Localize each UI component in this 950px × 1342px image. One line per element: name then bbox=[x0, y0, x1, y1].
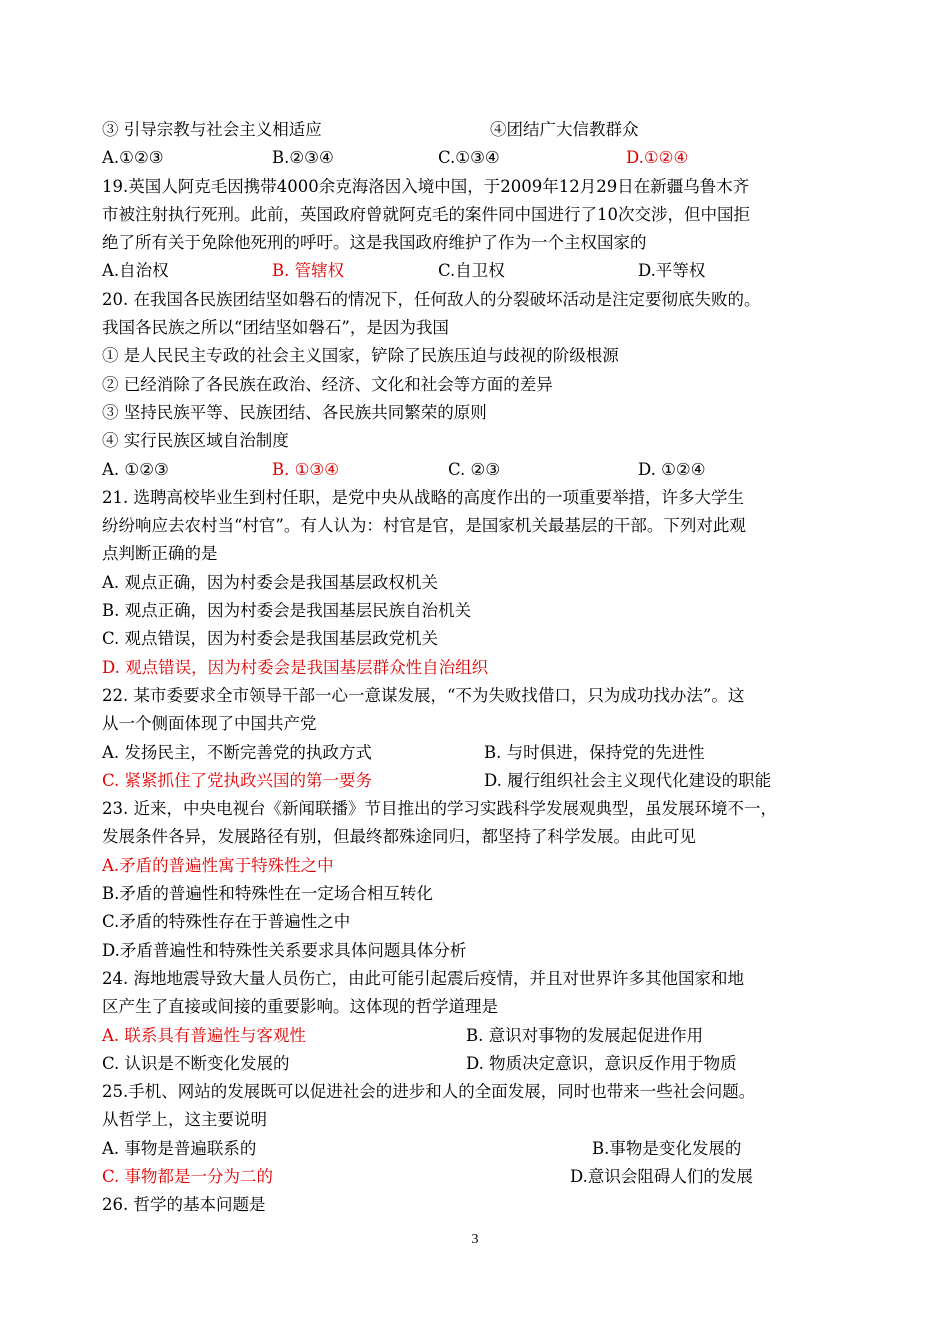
q18-items-row bbox=[102, 116, 862, 144]
q19-options-row bbox=[102, 257, 862, 285]
q19-stem-line: 绝了所有关于免除他死刑的呼吁。这是我国政府维护了作为一个主权国家的 bbox=[102, 233, 647, 253]
q21-stem-line: 21. 选聘高校毕业生到村任职，是党中央从战略的高度作出的一项重要举措，许多大学生 bbox=[102, 487, 744, 507]
q23-option-c: C.矛盾的特殊性存在于普遍性之中 bbox=[102, 912, 351, 932]
page-number: 3 bbox=[471, 1232, 479, 1247]
q19-option-a: A.自治权 bbox=[102, 261, 169, 281]
q19-stem-line: 19.英国人阿克毛因携带4000余克海洛因入境中国，于2009年12月29日在新疆乌鲁木齐 bbox=[102, 176, 750, 196]
q21-option-d-answer: D. 观点错误，因为村委会是我国基层群众性自治组织 bbox=[102, 657, 489, 677]
q23-stem-line: 发展条件各异，发展路径有别，但最终都殊途同归，都坚持了科学发展。由此可见 bbox=[102, 827, 696, 847]
q21-option-a: A. 观点正确，因为村委会是我国基层政权机关 bbox=[102, 572, 438, 592]
q20-stem-line: 我国各民族之所以“团结坚如磐石”，是因为我国 bbox=[102, 318, 449, 338]
q25-stem-line: 25.手机、网站的发展既可以促进社会的进步和人的全面发展，同时也带来一些社会问题。 bbox=[102, 1082, 756, 1102]
q24-option-c: C. 认识是不断变化发展的 bbox=[102, 1053, 290, 1073]
q22-stem-line: 22. 某市委要求全市领导干部一心一意谋发展，“不为失败找借口，只为成功找办法”。这 bbox=[102, 685, 745, 705]
q21-option-c: C. 观点错误，因为村委会是我国基层政党机关 bbox=[102, 629, 439, 649]
q22-option-a: A. 发扬民主，不断完善党的执政方式 bbox=[102, 742, 372, 762]
q19-option-d: D.平等权 bbox=[638, 261, 706, 281]
q18-option-a: A.①②③ bbox=[102, 148, 164, 168]
q23-option-a-answer: A.矛盾的普遍性寓于特殊性之中 bbox=[102, 855, 334, 875]
q25-option-a: A. 事物是普遍联系的 bbox=[102, 1138, 257, 1158]
q18-option-b: B.②③④ bbox=[272, 148, 334, 168]
q20-item: ① 是人民民主专政的社会主义国家，铲除了民族压迫与歧视的阶级根源 bbox=[102, 346, 619, 366]
q22-option-b: B. 与时俱进，保持党的先进性 bbox=[484, 742, 705, 762]
q20-item: ② 已经消除了各民族在政治、经济、文化和社会等方面的差异 bbox=[102, 374, 553, 394]
q24-stem-line: 区产生了直接或间接的重要影响。这体现的哲学道理是 bbox=[102, 997, 498, 1017]
q24-option-a-answer: A. 联系具有普遍性与客观性 bbox=[102, 1025, 306, 1045]
q20-item: ④ 实行民族区域自治制度 bbox=[102, 431, 289, 451]
q24-option-d: D. 物质决定意识，意识反作用于物质 bbox=[466, 1053, 737, 1073]
q25-option-c-answer: C. 事物都是一分为二的 bbox=[102, 1166, 274, 1186]
exam-page-content bbox=[102, 116, 862, 1220]
q21-option-b: B. 观点正确，因为村委会是我国基层民族自治机关 bbox=[102, 601, 472, 621]
q24-options-row bbox=[102, 1022, 862, 1050]
q24-stem-line: 24. 海地地震导致大量人员伤亡，由此可能引起震后疫情，并且对世界许多其他国家和地 bbox=[102, 968, 744, 988]
q22-stem-line: 从一个侧面体现了中国共产党 bbox=[102, 714, 317, 734]
q22-options-row bbox=[102, 767, 862, 795]
q21-stem-line: 纷纷响应去农村当“村官”。有人认为：村官是官，是国家机关最基层的干部。下列对此观 bbox=[102, 516, 746, 536]
q25-options-row bbox=[102, 1135, 862, 1163]
q23-stem-line: 23. 近来，中央电视台《新闻联播》节目推出的学习实践科学发展观典型，虽发展环境不一， bbox=[102, 799, 777, 819]
q26-stem-line: 26. 哲学的基本问题是 bbox=[102, 1195, 266, 1215]
q22-option-c-answer: C. 紧紧抓住了党执政兴国的第一要务 bbox=[102, 770, 373, 790]
q19-option-c: C.自卫权 bbox=[438, 261, 505, 281]
q20-options-row bbox=[102, 456, 862, 484]
q20-item: ③ 坚持民族平等、民族团结、各民族共同繁荣的原则 bbox=[102, 402, 487, 422]
q18-option-d-answer: D.①②④ bbox=[626, 148, 689, 168]
q19-option-b-answer: B. 管辖权 bbox=[272, 261, 345, 281]
q24-option-b: B. 意识对事物的发展起促进作用 bbox=[466, 1025, 704, 1045]
q23-option-d: D.矛盾普遍性和特殊性关系要求具体问题具体分析 bbox=[102, 940, 467, 960]
q25-stem-line: 从哲学上，这主要说明 bbox=[102, 1110, 267, 1130]
q24-options-row bbox=[102, 1050, 862, 1078]
q23-option-b: B.矛盾的普遍性和特殊性在一定场合相互转化 bbox=[102, 884, 433, 904]
q22-option-d: D. 履行组织社会主义现代化建设的职能 bbox=[484, 770, 772, 790]
q25-option-d: D.意识会阻碍人们的发展 bbox=[570, 1166, 753, 1186]
q25-options-row bbox=[102, 1163, 862, 1191]
q19-stem-line: 市被注射执行死刑。此前，英国政府曾就阿克毛的案件同中国进行了10次交涉，但中国拒 bbox=[102, 204, 750, 224]
q21-stem-line: 点判断正确的是 bbox=[102, 544, 218, 564]
q20-option-a: A. ①②③ bbox=[102, 459, 169, 479]
q18-options-row bbox=[102, 144, 862, 172]
q22-options-row bbox=[102, 739, 862, 767]
q20-option-b-answer: B. ①③④ bbox=[272, 459, 339, 479]
q25-option-b: B.事物是变化发展的 bbox=[592, 1138, 742, 1158]
q20-option-c: C. ②③ bbox=[448, 459, 501, 479]
q18-item-4: ④团结广大信教群众 bbox=[490, 120, 639, 139]
q18-item-3: ③ 引导宗教与社会主义相适应 bbox=[102, 120, 322, 139]
q20-option-d: D. ①②④ bbox=[638, 459, 706, 479]
q18-option-c: C.①③④ bbox=[438, 148, 500, 168]
q20-stem-line: 20. 在我国各民族团结坚如磐石的情况下，任何敌人的分裂破坏活动是注定要彻底失败的。 bbox=[102, 289, 761, 309]
